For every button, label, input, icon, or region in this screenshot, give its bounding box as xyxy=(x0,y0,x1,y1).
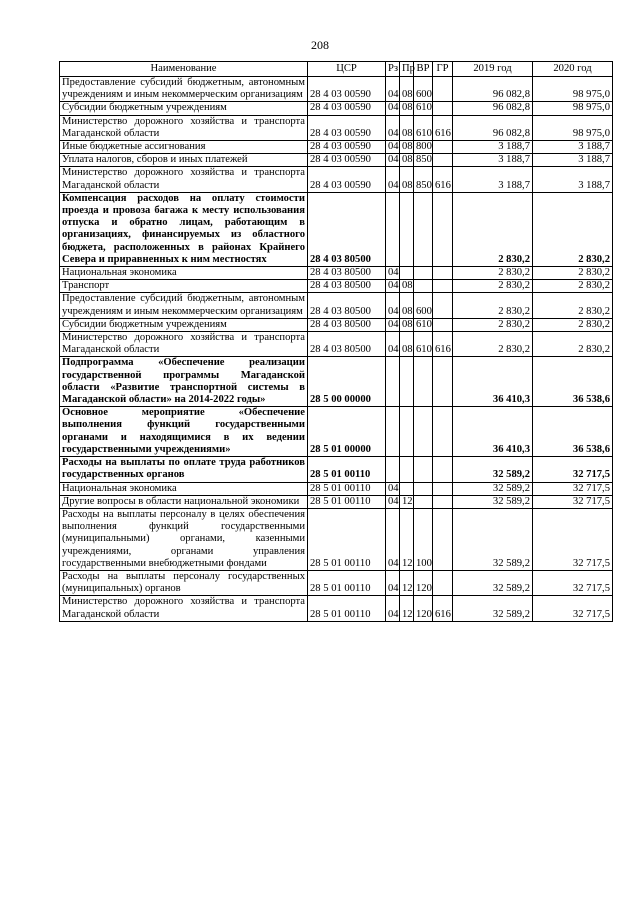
row-2020-cell: 32 717,5 xyxy=(533,596,613,621)
table-row xyxy=(60,141,613,154)
row-gr-cell xyxy=(433,318,453,331)
row-2019-cell: 32 589,2 xyxy=(453,482,533,495)
row-gr-cell xyxy=(433,141,453,154)
col-header-2020: 2020 год xyxy=(533,62,613,77)
row-2020-cell: 3 188,7 xyxy=(533,141,613,154)
row-pr-cell: 08 xyxy=(400,293,414,318)
row-name-cell: Субсидии бюджетным учреждениям xyxy=(60,318,308,331)
row-2019-cell: 96 082,8 xyxy=(453,77,533,102)
row-gr-cell xyxy=(433,357,453,407)
col-header-vr: ВР xyxy=(414,62,433,77)
row-gr-cell xyxy=(433,192,453,266)
row-rz-cell: 04 xyxy=(386,508,400,570)
row-2020-cell: 2 830,2 xyxy=(533,332,613,357)
row-2020-cell: 2 830,2 xyxy=(533,280,613,293)
row-name-cell: Иные бюджетные ассигнования xyxy=(60,141,308,154)
row-pr-cell xyxy=(400,457,414,482)
row-pr-cell: 12 xyxy=(400,495,414,508)
row-pr-cell: 08 xyxy=(400,154,414,167)
row-vr-cell xyxy=(414,280,433,293)
row-gr-cell xyxy=(433,293,453,318)
row-csr-cell: 28 4 03 00590 xyxy=(308,102,386,115)
col-header-pr: Пр xyxy=(400,62,414,77)
row-csr-cell: 28 4 03 00590 xyxy=(308,115,386,140)
col-header-gr: ГР xyxy=(433,62,453,77)
row-vr-cell: 610 xyxy=(414,102,433,115)
row-name-cell: Предоставление субсидий бюджетным, автономным учреждениям и иным некоммерческим организациям xyxy=(60,77,308,102)
row-csr-cell: 28 5 01 00110 xyxy=(308,570,386,595)
row-2019-cell: 3 188,7 xyxy=(453,154,533,167)
row-name-cell: Субсидии бюджетным учреждениям xyxy=(60,102,308,115)
row-rz-cell: 04 xyxy=(386,141,400,154)
row-pr-cell: 08 xyxy=(400,332,414,357)
row-name-cell: Национальная экономика xyxy=(60,267,308,280)
table-row xyxy=(60,570,613,595)
row-2019-cell: 32 589,2 xyxy=(453,457,533,482)
table-row xyxy=(60,407,613,457)
row-rz-cell xyxy=(386,192,400,266)
row-csr-cell: 28 5 01 00110 xyxy=(308,596,386,621)
row-2019-cell: 2 830,2 xyxy=(453,280,533,293)
table-row xyxy=(60,357,613,407)
row-rz-cell xyxy=(386,457,400,482)
row-2020-cell: 2 830,2 xyxy=(533,267,613,280)
row-name-cell: Транспорт xyxy=(60,280,308,293)
row-gr-cell xyxy=(433,495,453,508)
row-pr-cell: 08 xyxy=(400,167,414,192)
row-2019-cell: 96 082,8 xyxy=(453,102,533,115)
row-name-cell: Компенсация расходов на оплату стоимости проезда и провоза багажа к месту использования отпуска и обратно лицам, работающим в организациях, финансируемых из областного бюджета, расположенных в районах Крайнего Севера и приравненных к ним местностях xyxy=(60,192,308,266)
row-csr-cell: 28 4 03 00590 xyxy=(308,77,386,102)
row-rz-cell: 04 xyxy=(386,495,400,508)
row-name-cell: Уплата налогов, сборов и иных платежей xyxy=(60,154,308,167)
row-vr-cell: 610 xyxy=(414,318,433,331)
row-name-cell: Министерство дорожного хозяйства и транспорта Магаданской области xyxy=(60,167,308,192)
row-rz-cell: 04 xyxy=(386,77,400,102)
col-header-name: Наименование xyxy=(60,62,308,77)
row-vr-cell xyxy=(414,407,433,457)
row-csr-cell: 28 4 03 80500 xyxy=(308,192,386,266)
row-name-cell: Расходы на выплаты персоналу государственных (муниципальных) органов xyxy=(60,570,308,595)
row-vr-cell xyxy=(414,482,433,495)
col-header-2019: 2019 год xyxy=(453,62,533,77)
col-header-rz: Рз xyxy=(386,62,400,77)
row-gr-cell xyxy=(433,280,453,293)
row-vr-cell: 120 xyxy=(414,596,433,621)
row-vr-cell: 600 xyxy=(414,293,433,318)
row-vr-cell xyxy=(414,357,433,407)
row-2019-cell: 32 589,2 xyxy=(453,596,533,621)
row-gr-cell: 616 xyxy=(433,115,453,140)
row-rz-cell: 04 xyxy=(386,570,400,595)
row-name-cell: Расходы на выплаты по оплате труда работников государственных органов xyxy=(60,457,308,482)
row-csr-cell: 28 5 01 00110 xyxy=(308,495,386,508)
row-csr-cell: 28 4 03 80500 xyxy=(308,293,386,318)
table-row xyxy=(60,596,613,621)
row-rz-cell: 04 xyxy=(386,102,400,115)
table-row xyxy=(60,102,613,115)
row-2019-cell: 3 188,7 xyxy=(453,141,533,154)
table-row xyxy=(60,482,613,495)
row-rz-cell: 04 xyxy=(386,482,400,495)
row-2019-cell: 2 830,2 xyxy=(453,293,533,318)
row-rz-cell: 04 xyxy=(386,293,400,318)
row-gr-cell xyxy=(433,570,453,595)
row-2019-cell: 36 410,3 xyxy=(453,407,533,457)
table-row xyxy=(60,167,613,192)
table-row xyxy=(60,293,613,318)
row-csr-cell: 28 5 01 00110 xyxy=(308,457,386,482)
row-2020-cell: 32 717,5 xyxy=(533,495,613,508)
row-vr-cell: 610 xyxy=(414,332,433,357)
row-rz-cell: 04 xyxy=(386,115,400,140)
row-2019-cell: 2 830,2 xyxy=(453,192,533,266)
row-pr-cell: 12 xyxy=(400,596,414,621)
row-2020-cell: 2 830,2 xyxy=(533,192,613,266)
row-2019-cell: 36 410,3 xyxy=(453,357,533,407)
row-vr-cell: 850 xyxy=(414,167,433,192)
row-pr-cell xyxy=(400,482,414,495)
row-vr-cell xyxy=(414,192,433,266)
row-gr-cell: 616 xyxy=(433,332,453,357)
table-row xyxy=(60,115,613,140)
row-vr-cell: 600 xyxy=(414,77,433,102)
row-2019-cell: 96 082,8 xyxy=(453,115,533,140)
row-2020-cell: 32 717,5 xyxy=(533,482,613,495)
table-row xyxy=(60,280,613,293)
row-vr-cell: 800 xyxy=(414,141,433,154)
table-body xyxy=(60,77,613,622)
row-gr-cell xyxy=(433,457,453,482)
row-csr-cell: 28 4 03 80500 xyxy=(308,267,386,280)
table-row xyxy=(60,318,613,331)
table-row xyxy=(60,192,613,266)
row-2019-cell: 32 589,2 xyxy=(453,495,533,508)
row-csr-cell: 28 4 03 80500 xyxy=(308,332,386,357)
row-name-cell: Другие вопросы в области национальной экономики xyxy=(60,495,308,508)
row-2020-cell: 3 188,7 xyxy=(533,167,613,192)
row-pr-cell: 12 xyxy=(400,508,414,570)
row-2020-cell: 36 538,6 xyxy=(533,357,613,407)
row-2020-cell: 2 830,2 xyxy=(533,293,613,318)
table-row xyxy=(60,457,613,482)
row-csr-cell: 28 5 01 00000 xyxy=(308,407,386,457)
row-2019-cell: 32 589,2 xyxy=(453,570,533,595)
row-rz-cell xyxy=(386,407,400,457)
row-gr-cell xyxy=(433,407,453,457)
row-pr-cell: 08 xyxy=(400,318,414,331)
row-2020-cell: 32 717,5 xyxy=(533,570,613,595)
row-pr-cell: 12 xyxy=(400,570,414,595)
table-header-row xyxy=(60,62,613,77)
row-2020-cell: 32 717,5 xyxy=(533,457,613,482)
row-rz-cell xyxy=(386,357,400,407)
row-2020-cell: 32 717,5 xyxy=(533,508,613,570)
row-2019-cell: 3 188,7 xyxy=(453,167,533,192)
row-rz-cell: 04 xyxy=(386,154,400,167)
row-vr-cell xyxy=(414,457,433,482)
row-name-cell: Предоставление субсидий бюджетным, автономным учреждениям и иным некоммерческим организациям xyxy=(60,293,308,318)
row-gr-cell xyxy=(433,77,453,102)
row-pr-cell: 08 xyxy=(400,115,414,140)
row-vr-cell: 610 xyxy=(414,115,433,140)
row-csr-cell: 28 4 03 00590 xyxy=(308,167,386,192)
row-gr-cell xyxy=(433,482,453,495)
row-csr-cell: 28 4 03 80500 xyxy=(308,280,386,293)
row-2020-cell: 98 975,0 xyxy=(533,115,613,140)
table-row xyxy=(60,77,613,102)
row-csr-cell: 28 5 01 00110 xyxy=(308,508,386,570)
row-name-cell: Национальная экономика xyxy=(60,482,308,495)
row-rz-cell: 04 xyxy=(386,280,400,293)
row-csr-cell: 28 5 00 00000 xyxy=(308,357,386,407)
row-name-cell: Министерство дорожного хозяйства и транспорта Магаданской области xyxy=(60,332,308,357)
table-row xyxy=(60,267,613,280)
row-rz-cell: 04 xyxy=(386,332,400,357)
row-rz-cell: 04 xyxy=(386,596,400,621)
row-2019-cell: 2 830,2 xyxy=(453,267,533,280)
row-gr-cell xyxy=(433,154,453,167)
row-gr-cell: 616 xyxy=(433,167,453,192)
budget-table xyxy=(59,61,613,622)
row-gr-cell xyxy=(433,508,453,570)
row-name-cell: Министерство дорожного хозяйства и транспорта Магаданской области xyxy=(60,115,308,140)
row-name-cell: Министерство дорожного хозяйства и транспорта Магаданской области xyxy=(60,596,308,621)
row-2019-cell: 2 830,2 xyxy=(453,318,533,331)
row-2020-cell: 98 975,0 xyxy=(533,77,613,102)
table-row xyxy=(60,495,613,508)
row-pr-cell xyxy=(400,267,414,280)
row-csr-cell: 28 4 03 00590 xyxy=(308,154,386,167)
row-pr-cell: 08 xyxy=(400,102,414,115)
row-2019-cell: 2 830,2 xyxy=(453,332,533,357)
row-2020-cell: 98 975,0 xyxy=(533,102,613,115)
row-vr-cell: 100 xyxy=(414,508,433,570)
row-name-cell: Подпрограмма «Обеспечение реализации государственной программы Магаданской области «Развитие транспортной системы в Магаданской области» на 2014-2022 годы» xyxy=(60,357,308,407)
row-name-cell: Расходы на выплаты персоналу в целях обеспечения выполнения функций государственными (муниципальными) органами, казенными учреждениями, органами управления государственными внебюджетными фондами xyxy=(60,508,308,570)
table-row xyxy=(60,508,613,570)
row-2020-cell: 3 188,7 xyxy=(533,154,613,167)
row-vr-cell xyxy=(414,267,433,280)
row-pr-cell: 08 xyxy=(400,77,414,102)
row-2019-cell: 32 589,2 xyxy=(453,508,533,570)
row-pr-cell: 08 xyxy=(400,280,414,293)
table-row xyxy=(60,154,613,167)
row-rz-cell: 04 xyxy=(386,318,400,331)
row-vr-cell: 850 xyxy=(414,154,433,167)
page-number: 208 xyxy=(311,38,329,52)
row-vr-cell xyxy=(414,495,433,508)
row-rz-cell: 04 xyxy=(386,167,400,192)
row-pr-cell: 08 xyxy=(400,141,414,154)
row-vr-cell: 120 xyxy=(414,570,433,595)
row-gr-cell xyxy=(433,102,453,115)
row-2020-cell: 36 538,6 xyxy=(533,407,613,457)
col-header-csr: ЦСР xyxy=(308,62,386,77)
row-csr-cell: 28 4 03 00590 xyxy=(308,141,386,154)
row-name-cell: Основное мероприятие «Обеспечение выполнения функций государственными органами и находящимися в их ведении государственными учреждениями» xyxy=(60,407,308,457)
row-rz-cell: 04 xyxy=(386,267,400,280)
row-pr-cell xyxy=(400,407,414,457)
row-2020-cell: 2 830,2 xyxy=(533,318,613,331)
row-gr-cell xyxy=(433,267,453,280)
table-row xyxy=(60,332,613,357)
row-pr-cell xyxy=(400,357,414,407)
row-pr-cell xyxy=(400,192,414,266)
row-gr-cell: 616 xyxy=(433,596,453,621)
row-csr-cell: 28 5 01 00110 xyxy=(308,482,386,495)
row-csr-cell: 28 4 03 80500 xyxy=(308,318,386,331)
